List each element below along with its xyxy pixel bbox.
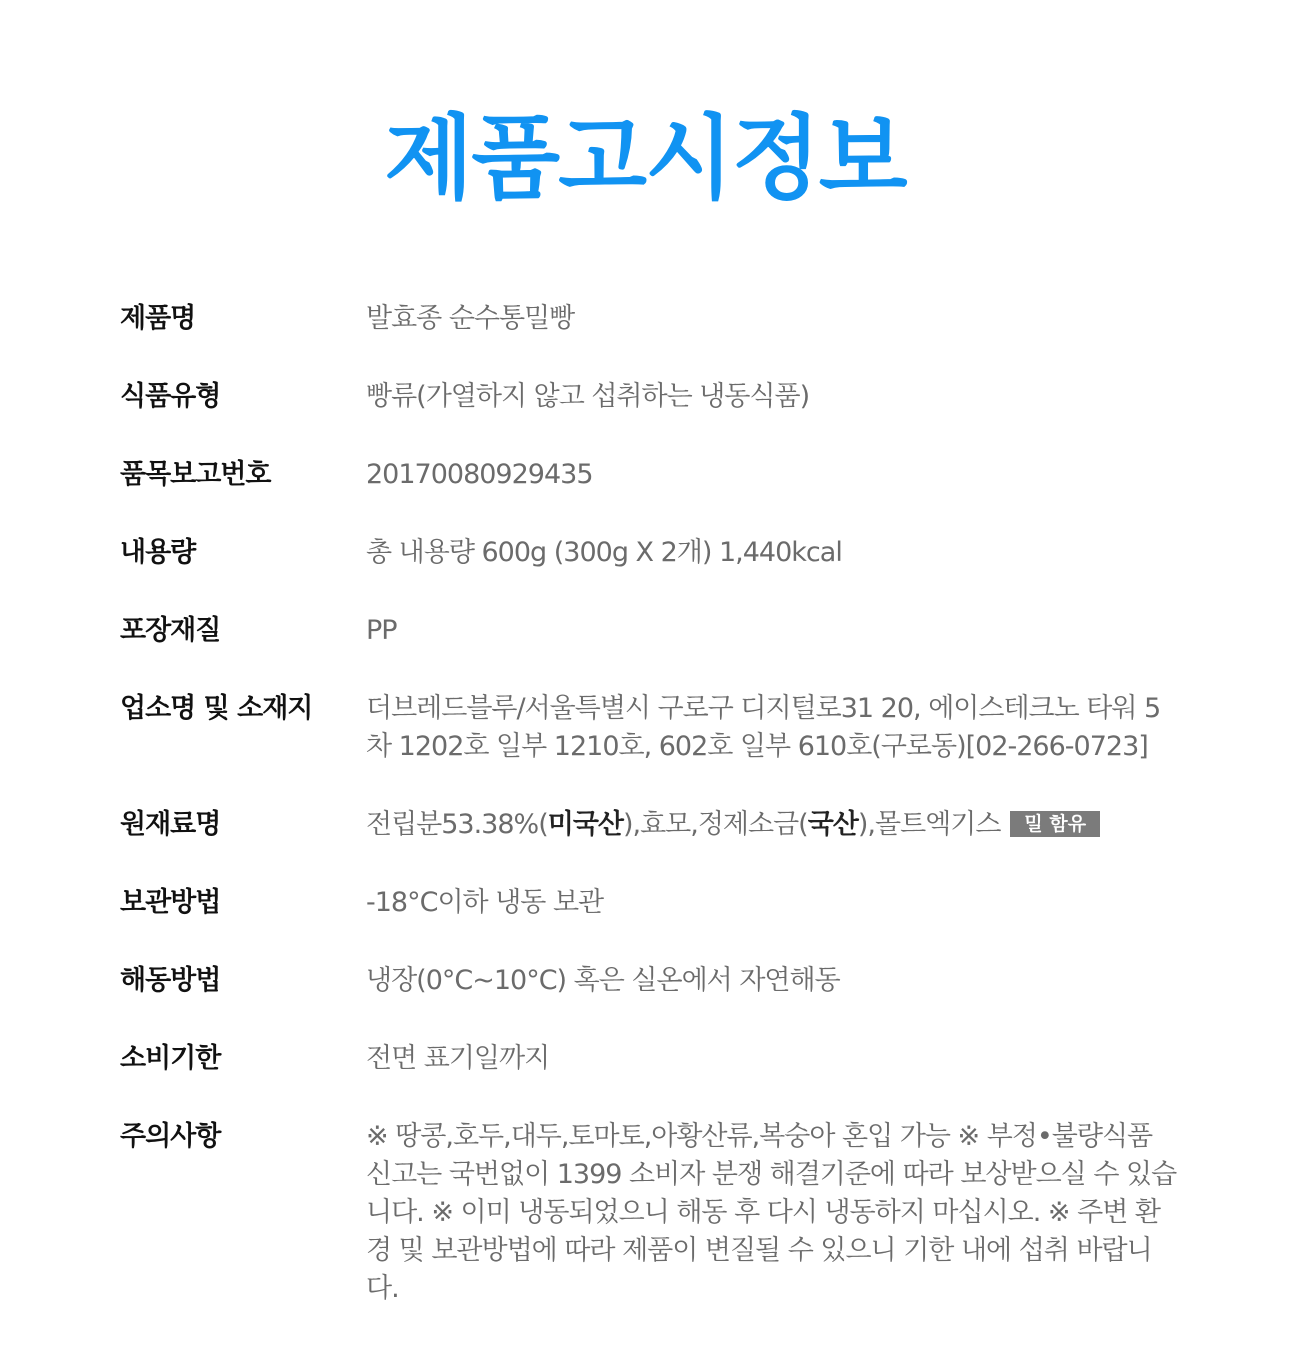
- row-label: 보관방법: [120, 887, 221, 918]
- ingredients-text-1: 전립분53.38%(: [366, 809, 548, 840]
- row-value: 발효종 순수통밀빵: [366, 303, 575, 334]
- row-label: 내용량: [120, 537, 196, 568]
- origin-korea: 국산: [807, 809, 858, 840]
- origin-usa: 미국산: [547, 809, 623, 840]
- row-value: 냉장(0°C~10°C) 혹은 실온에서 자연해동: [366, 965, 840, 996]
- row-label: 제품명: [120, 303, 196, 334]
- info-row-packaging: [120, 612, 1180, 650]
- row-value: 전면 표기일까지: [366, 1043, 550, 1074]
- row-value: [366, 806, 1180, 844]
- info-row-content-amount: [120, 534, 1180, 572]
- row-value: ※ 땅콩,호두,대두,토마토,아황산류,복숭아 혼입 가능 ※ 부정•불량식품 신고는 국번없이 1399 소비자 분쟁 해결기준에 따라 보상받으실 수 있습니다. ※ 이미 냉동되었으니 해동 후 다시 냉동하지 마십시오. ※ 주변 환경 및 보관방법에 따라 제품이 변질될 수 있으니 기한 내에 섭취 바랍니다.: [366, 1121, 1177, 1304]
- info-row-cautions: [120, 1118, 1180, 1308]
- allergen-badge: 밀 함유: [1010, 811, 1100, 837]
- row-label: 식품유형: [120, 381, 221, 412]
- row-value: PP: [366, 615, 397, 646]
- info-row-expiry: [120, 1040, 1180, 1078]
- product-info-table: [120, 300, 1180, 1348]
- info-row-thawing-method: [120, 962, 1180, 1000]
- info-row-product-name: [120, 300, 1180, 338]
- row-value: -18°C이하 냉동 보관: [366, 887, 604, 918]
- info-row-food-type: [120, 378, 1180, 416]
- row-label: 업소명 및 소재지: [120, 693, 313, 724]
- info-row-ingredients: [120, 806, 1180, 844]
- row-value: 빵류(가열하지 않고 섭취하는 냉동식품): [366, 381, 810, 412]
- ingredients-text-3: ),몰트엑기스: [857, 809, 1001, 840]
- row-label: 소비기한: [120, 1043, 221, 1074]
- row-label: 포장재질: [120, 615, 221, 646]
- row-label: 해동방법: [120, 965, 221, 996]
- ingredients-text-2: ),효모,정제소금(: [622, 809, 808, 840]
- row-value: 더브레드블루/서울특별시 구로구 디지털로31 20, 에이스테크노 타워 5차 1202호 일부 1210호, 602호 일부 610호(구로동)[02-266-0723]: [366, 693, 1161, 762]
- info-row-report-number: [120, 456, 1180, 494]
- row-label: 주의사항: [120, 1121, 221, 1152]
- row-label: 품목보고번호: [120, 459, 271, 490]
- info-row-manufacturer-address: [120, 690, 1180, 766]
- row-label: 원재료명: [120, 809, 221, 840]
- row-value: 총 내용량 600g (300g X 2개) 1,440kcal: [366, 537, 842, 568]
- page-title: 제품고시정보: [384, 105, 906, 212]
- row-value: 20170080929435: [366, 459, 593, 490]
- info-row-storage-method: [120, 884, 1180, 922]
